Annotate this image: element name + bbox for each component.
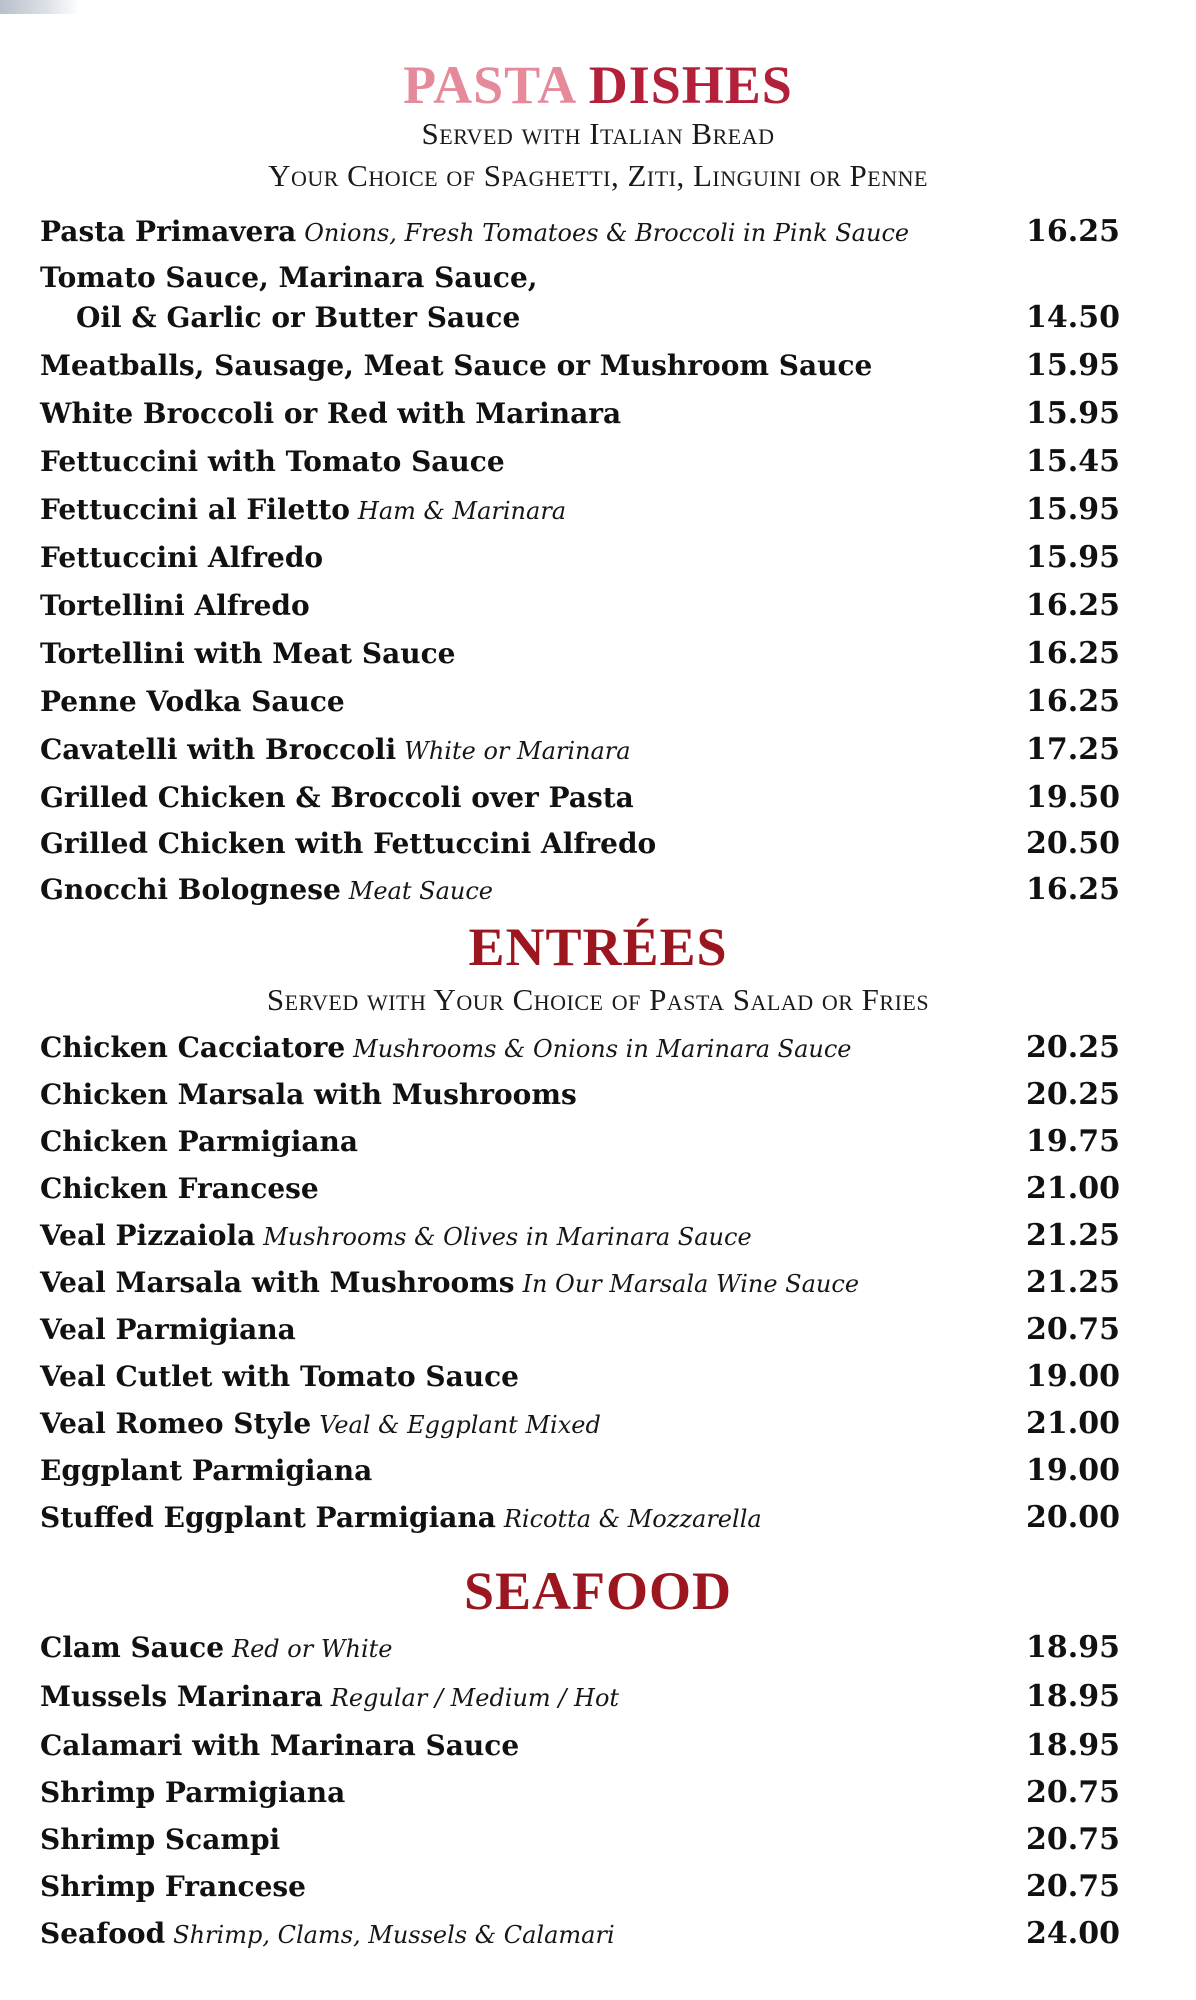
item-price: 19.00 — [1026, 1453, 1120, 1488]
item-name-text: Chicken Francese — [40, 1172, 319, 1205]
item-price: 16.25 — [1026, 588, 1120, 623]
item-name-text: Shrimp Francese — [40, 1870, 306, 1903]
pasta-subtitle-bread: Served with Italian Bread — [421, 116, 775, 151]
item-name-text: Gnocchi Bolognese — [40, 873, 341, 906]
menu-item — [40, 1073, 1120, 1117]
menu-item — [40, 1675, 1120, 1719]
menu-item — [40, 728, 1120, 772]
menu-item — [40, 868, 1120, 912]
item-price: 20.75 — [1026, 1312, 1120, 1347]
item-price: 20.75 — [1026, 1869, 1120, 1904]
item-name-text: White Broccoli or Red with Marinara — [40, 397, 622, 430]
entrees-title: ENTRÉES — [468, 917, 728, 977]
item-name — [40, 1402, 601, 1447]
menu-item — [40, 776, 1120, 820]
item-name — [40, 488, 566, 533]
item-name-text: Veal Parmigiana — [40, 1313, 296, 1346]
item-price: 15.95 — [1026, 492, 1120, 527]
menu-item — [40, 488, 1120, 532]
menu-item — [40, 1402, 1120, 1446]
item-name — [40, 1308, 296, 1352]
item-name — [40, 1449, 372, 1493]
item-description: White or Marinara — [404, 737, 631, 765]
item-name — [40, 584, 310, 628]
item-name-text: Grilled Chicken & Broccoli over Pasta — [40, 781, 634, 814]
item-name-text: Mussels Marinara — [40, 1680, 323, 1713]
item-name-text: Calamari with Marinara Sauce — [40, 1729, 520, 1762]
item-price: 15.45 — [1026, 444, 1120, 479]
menu-item — [40, 536, 1120, 580]
item-description: Shrimp, Clams, Mussels & Calamari — [173, 1921, 615, 1949]
menu-item — [40, 1818, 1120, 1862]
menu-item — [40, 1496, 1120, 1540]
menu-item — [40, 1449, 1120, 1493]
item-name — [40, 632, 455, 676]
item-price: 15.95 — [1026, 348, 1120, 383]
item-name — [40, 1026, 852, 1071]
item-name-text: Shrimp Scampi — [40, 1823, 281, 1856]
item-description: Ham & Marinara — [357, 497, 567, 525]
item-name — [40, 1626, 393, 1671]
item-price: 20.75 — [1026, 1822, 1120, 1857]
item-name — [40, 1771, 345, 1815]
item-name — [40, 1675, 619, 1720]
item-name-text: Shrimp Parmigiana — [40, 1776, 346, 1809]
item-name-text: Veal Cutlet with Tomato Sauce — [40, 1360, 519, 1393]
item-name — [40, 440, 505, 484]
item-name — [40, 822, 656, 866]
menu-item — [40, 344, 1120, 388]
item-description: Regular / Medium / Hot — [330, 1684, 620, 1712]
item-name-text: Fettuccini with Tomato Sauce — [40, 445, 505, 478]
item-name — [40, 1073, 577, 1117]
item-name — [40, 680, 345, 724]
item-name-text: Seafood — [40, 1917, 166, 1950]
item-name-text: Veal Pizzaiola — [40, 1219, 256, 1252]
item-price: 20.00 — [1026, 1500, 1120, 1535]
menu-item — [40, 1355, 1120, 1399]
pasta-subtitle-choice: Your Choice of Spaghetti, Ziti, Linguini or Penne — [268, 158, 928, 193]
menu-item — [40, 1912, 1120, 1956]
menu-item — [40, 256, 1120, 344]
item-name-text: Grilled Chicken with Fettuccini Alfredo — [40, 827, 657, 860]
item-name — [40, 1120, 358, 1164]
item-price: 16.25 — [1026, 872, 1120, 907]
item-description: Ricotta & Mozzarella — [503, 1505, 762, 1533]
menu-item — [40, 1026, 1120, 1070]
item-price: 24.00 — [1026, 1916, 1120, 1951]
menu-item — [40, 1308, 1120, 1352]
item-description: Veal & Eggplant Mixed — [319, 1411, 601, 1439]
item-price: 19.50 — [1026, 780, 1120, 815]
item-name-text: Chicken Cacciatore — [40, 1031, 346, 1064]
item-name-text: Veal Marsala with Mushrooms — [40, 1266, 515, 1299]
item-name-text: Chicken Marsala with Mushrooms — [40, 1078, 577, 1111]
entrees-subtitle: Served with Your Choice of Pasta Salad or Fries — [266, 982, 930, 1017]
item-name — [40, 392, 621, 436]
item-description: Red or White — [232, 1635, 393, 1663]
menu-item — [40, 822, 1120, 866]
item-price: 15.95 — [1026, 540, 1120, 575]
item-name-line-1: Tomato Sauce, Marinara Sauce, — [40, 261, 538, 294]
menu-item — [40, 632, 1120, 676]
item-name — [40, 776, 634, 820]
item-name — [40, 1496, 762, 1541]
item-name-text: Eggplant Parmigiana — [40, 1454, 373, 1487]
item-price: 16.25 — [1026, 214, 1120, 249]
item-price: 19.00 — [1026, 1359, 1120, 1394]
item-price: 21.00 — [1026, 1406, 1120, 1441]
item-price: 18.95 — [1026, 1630, 1120, 1665]
dishes-title-word: DISHES — [588, 55, 793, 115]
item-price: 14.50 — [1026, 300, 1120, 335]
item-price: 20.25 — [1026, 1030, 1120, 1065]
item-name-text: Fettuccini al Filetto — [40, 493, 350, 526]
item-price: 19.75 — [1026, 1124, 1120, 1159]
corner-smudge — [0, 0, 80, 14]
pasta-title-word: PASTA — [403, 55, 575, 115]
menu-item — [40, 1724, 1120, 1768]
item-name-text: Meatballs, Sausage, Meat Sauce or Mushroom Sauce — [40, 349, 873, 382]
menu-item — [40, 1214, 1120, 1258]
menu-item — [40, 1120, 1120, 1164]
menu-item — [40, 584, 1120, 628]
item-name — [40, 728, 631, 773]
item-price: 20.25 — [1026, 1077, 1120, 1112]
item-description: Mushrooms & Olives in Marinara Sauce — [263, 1223, 752, 1251]
item-price: 16.25 — [1026, 636, 1120, 671]
item-price: 17.25 — [1026, 732, 1120, 767]
item-description: Meat Sauce — [348, 877, 493, 905]
item-name-text: Veal Romeo Style — [40, 1407, 312, 1440]
item-name-text: Clam Sauce — [40, 1631, 225, 1664]
item-name-text: Tortellini Alfredo — [40, 589, 310, 622]
item-name — [40, 536, 323, 580]
item-name — [40, 1167, 319, 1211]
pasta-dishes-title — [0, 55, 1196, 115]
item-name — [40, 868, 493, 913]
item-name-text: Chicken Parmigiana — [40, 1125, 358, 1158]
item-price: 20.75 — [1026, 1775, 1120, 1810]
item-price: 21.25 — [1026, 1218, 1120, 1253]
menu-item — [40, 1261, 1120, 1305]
item-name — [40, 210, 909, 255]
item-name — [40, 1912, 615, 1957]
item-name-text: Penne Vodka Sauce — [40, 685, 345, 718]
item-price: 21.25 — [1026, 1265, 1120, 1300]
item-name — [40, 1355, 519, 1399]
item-description: Onions, Fresh Tomatoes & Broccoli in Pink Sauce — [304, 219, 910, 247]
seafood-title: SEAFOOD — [463, 1561, 733, 1621]
item-name — [40, 1724, 519, 1768]
item-description: In Our Marsala Wine Sauce — [522, 1270, 860, 1298]
item-name-text: Cavatelli with Broccoli — [40, 733, 397, 766]
item-name-text: Stuffed Eggplant Parmigiana — [40, 1501, 496, 1534]
item-description: Mushrooms & Onions in Marinara Sauce — [353, 1035, 852, 1063]
item-name-text: Tortellini with Meat Sauce — [40, 637, 456, 670]
item-name — [40, 1214, 752, 1259]
menu-item — [40, 1865, 1120, 1909]
item-name — [40, 1865, 306, 1909]
menu-item — [40, 392, 1120, 436]
item-price: 16.25 — [1026, 684, 1120, 719]
menu-item — [40, 210, 1120, 254]
item-name-text: Fettuccini Alfredo — [40, 541, 324, 574]
item-price: 21.00 — [1026, 1171, 1120, 1206]
item-name — [40, 344, 872, 388]
item-price: 20.50 — [1026, 826, 1120, 861]
item-name — [40, 1818, 280, 1862]
item-price: 18.95 — [1026, 1728, 1120, 1763]
menu-item — [40, 1167, 1120, 1211]
item-name — [40, 1261, 859, 1306]
item-price: 15.95 — [1026, 396, 1120, 431]
item-name-line-2: Oil & Garlic or Butter Sauce — [76, 301, 521, 334]
menu-item — [40, 1771, 1120, 1815]
item-price: 18.95 — [1026, 1679, 1120, 1714]
menu-item — [40, 440, 1120, 484]
menu-item — [40, 1626, 1120, 1670]
item-name-text: Pasta Primavera — [40, 215, 297, 248]
menu-item — [40, 680, 1120, 724]
